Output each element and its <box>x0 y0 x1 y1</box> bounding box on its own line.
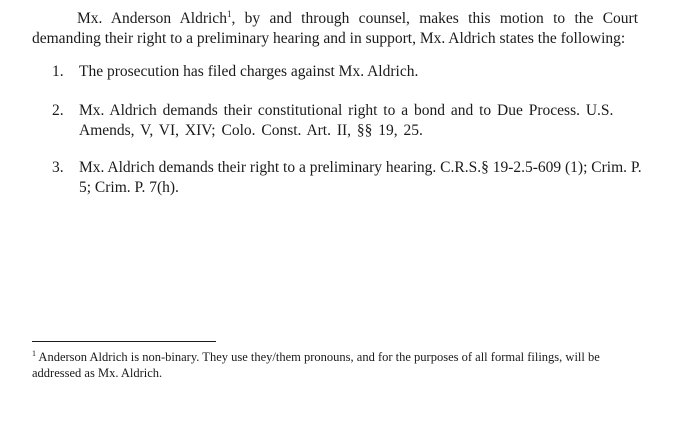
list-item-text: The prosecution has filed charges against Mx. Aldrich. <box>79 63 419 80</box>
defendant-name: Mx. Anderson Aldrich <box>77 10 227 27</box>
list-item-text: Mx. Aldrich demands their constitutional right to a bond and to Due Process. U.S. Amends, V, VI, XIV; Colo. Const. Art. II, §§ 19, 25. <box>79 102 614 139</box>
list-item-text: Mx. Aldrich demands their right to a preliminary hearing. C.R.S.§ 19-2.5-609 (1); Crim. P. 5; Crim. P. 7(h). <box>79 159 642 196</box>
footnote-marker: 1 <box>32 348 36 358</box>
footnote <box>32 349 638 381</box>
list-item-number: 1. <box>52 63 64 80</box>
footnote-reference: 1 <box>226 8 232 19</box>
intro-paragraph <box>32 9 638 49</box>
footnote-divider <box>32 341 216 342</box>
list-item <box>52 62 642 82</box>
list-item-number: 2. <box>52 102 64 119</box>
footnote-text: Anderson Aldrich is non-binary. They use they/them pronouns, and for the purposes of all formal filings, will be addressed as Mx. Aldrich. <box>32 350 600 380</box>
list-item <box>52 101 642 141</box>
list-item-number: 3. <box>52 159 64 176</box>
intro-text: , by and through counsel, makes this motion to the Court demanding their right to a preliminary hearing and in support, Mx. Aldrich states the following: <box>32 10 639 47</box>
list-item <box>52 158 642 198</box>
